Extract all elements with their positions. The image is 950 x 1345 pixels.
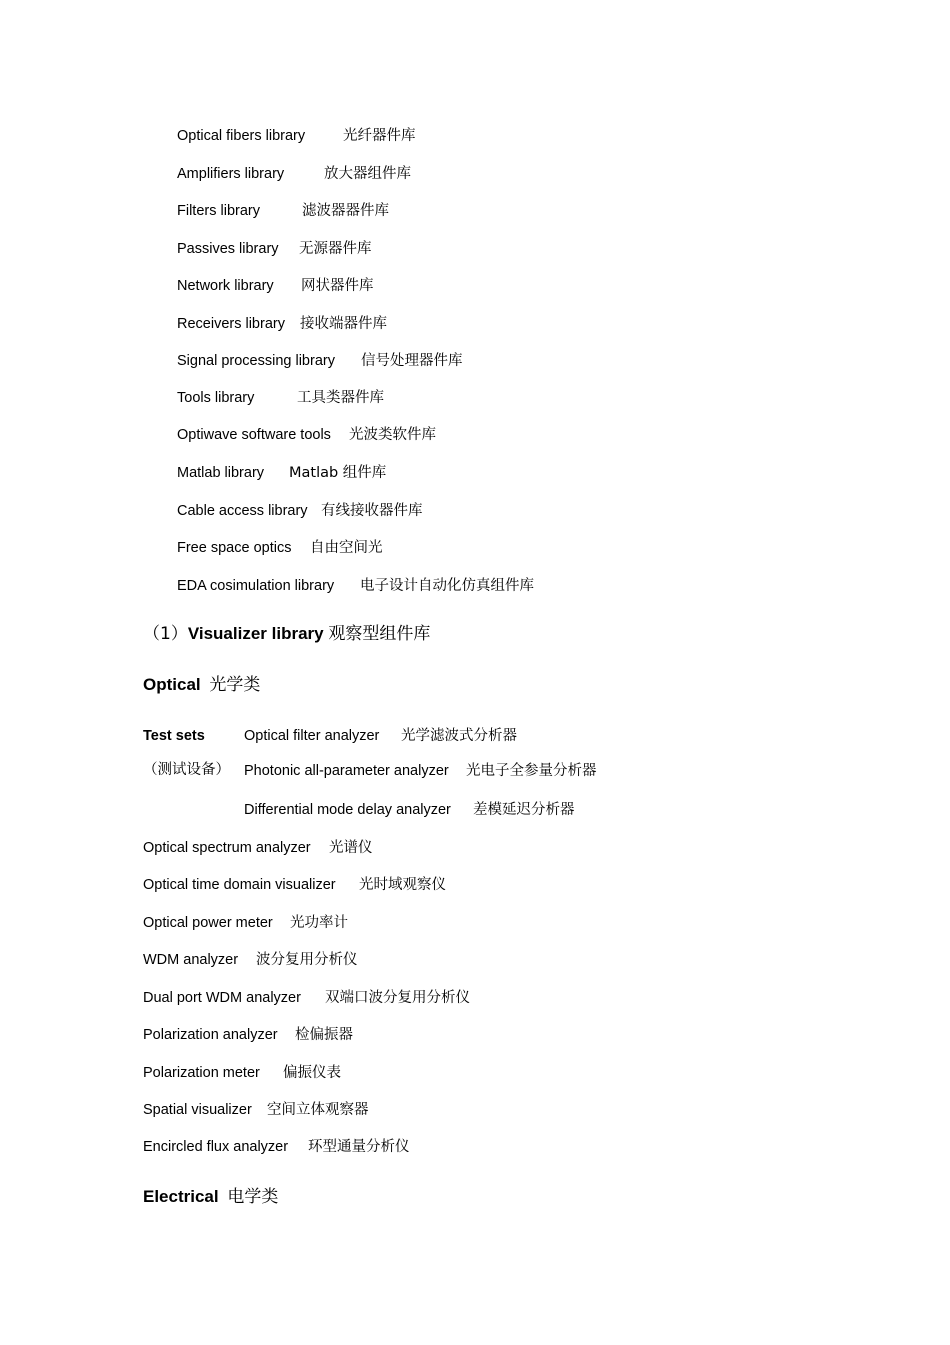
item-english: Dual port WDM analyzer bbox=[143, 990, 301, 1006]
item-english: Signal processing library bbox=[177, 353, 335, 369]
list-item bbox=[177, 276, 374, 296]
item-english: Optical filter analyzer bbox=[244, 728, 380, 744]
section-heading bbox=[143, 622, 430, 646]
item-english: Optical spectrum analyzer bbox=[143, 840, 311, 856]
list-item bbox=[177, 425, 436, 445]
test-sets-label-chinese: （测试设备） bbox=[143, 762, 230, 778]
test-sets-label: Test sets bbox=[143, 728, 205, 744]
electrical-heading-chinese: 电学类 bbox=[227, 1187, 279, 1207]
optical-heading-chinese: 光学类 bbox=[209, 675, 261, 695]
section-title-english: Visualizer library bbox=[187, 624, 324, 643]
list-item bbox=[143, 1025, 353, 1045]
item-english: Optical power meter bbox=[143, 915, 273, 931]
list-item bbox=[143, 950, 358, 970]
item-chinese: 光纤器件库 bbox=[343, 128, 416, 144]
list-item bbox=[143, 988, 470, 1008]
item-chinese: 光时域观察仪 bbox=[359, 877, 446, 893]
list-item bbox=[177, 388, 384, 408]
item-english: Optiwave software tools bbox=[177, 427, 331, 443]
optical-heading bbox=[143, 673, 260, 697]
test-set-item bbox=[244, 761, 597, 781]
list-item bbox=[143, 1137, 410, 1157]
item-english: Amplifiers library bbox=[177, 166, 285, 182]
item-chinese: 电子设计自动化仿真组件库 bbox=[360, 578, 534, 594]
item-english: Differential mode delay analyzer bbox=[244, 802, 451, 818]
item-english: Receivers library bbox=[177, 316, 285, 332]
item-chinese: 双端口波分复用分析仪 bbox=[325, 990, 470, 1006]
list-item bbox=[143, 875, 446, 895]
list-item bbox=[143, 913, 348, 933]
test-set-item bbox=[244, 800, 575, 820]
item-chinese: 差模延迟分析器 bbox=[473, 802, 575, 818]
list-item bbox=[177, 239, 372, 259]
list-item bbox=[177, 126, 416, 146]
item-chinese: 接收端器件库 bbox=[300, 316, 387, 332]
item-chinese: 检偏振器 bbox=[295, 1027, 353, 1043]
electrical-heading-english: Electrical bbox=[143, 1187, 219, 1206]
item-english: Network library bbox=[177, 278, 274, 294]
item-chinese: 光波类软件库 bbox=[349, 427, 436, 443]
item-chinese: 滤波器器件库 bbox=[302, 203, 389, 219]
item-chinese: 光电子全参量分析器 bbox=[466, 763, 597, 779]
item-chinese: 信号处理器件库 bbox=[361, 353, 463, 369]
item-chinese: 自由空间光 bbox=[310, 540, 383, 556]
item-chinese: 工具类器件库 bbox=[297, 390, 384, 406]
list-item bbox=[143, 1100, 369, 1120]
optical-heading-english: Optical bbox=[143, 675, 201, 694]
item-chinese: 偏振仪表 bbox=[283, 1065, 341, 1081]
item-chinese: 光功率计 bbox=[290, 915, 348, 931]
item-english: Matlab library bbox=[177, 465, 265, 481]
item-chinese: 光学滤波式分析器 bbox=[401, 728, 517, 744]
item-chinese: 无源器件库 bbox=[299, 241, 372, 257]
item-english: Spatial visualizer bbox=[143, 1102, 252, 1118]
item-chinese: 放大器组件库 bbox=[324, 166, 411, 182]
item-english: EDA cosimulation library bbox=[177, 578, 335, 594]
section-title-chinese: 观察型组件库 bbox=[328, 624, 431, 644]
list-item bbox=[177, 201, 389, 221]
item-chinese: 环型通量分析仪 bbox=[308, 1139, 410, 1155]
item-chinese: 空间立体观察器 bbox=[267, 1102, 369, 1118]
list-item bbox=[177, 576, 534, 596]
section-number: （1） bbox=[143, 624, 188, 644]
item-english: Tools library bbox=[177, 390, 255, 406]
item-chinese: 波分复用分析仪 bbox=[256, 952, 358, 968]
item-english: Optical fibers library bbox=[177, 128, 306, 144]
item-english: Polarization analyzer bbox=[143, 1027, 278, 1043]
item-chinese: 网状器件库 bbox=[301, 278, 374, 294]
item-chinese: 有线接收器件库 bbox=[321, 503, 423, 519]
item-english: Filters library bbox=[177, 203, 260, 219]
list-item bbox=[143, 838, 373, 858]
test-set-item bbox=[244, 726, 517, 746]
item-english: Cable access library bbox=[177, 503, 308, 519]
electrical-heading bbox=[143, 1185, 278, 1209]
list-item bbox=[177, 351, 463, 371]
item-english: Polarization meter bbox=[143, 1065, 260, 1081]
list-item bbox=[177, 463, 387, 483]
item-chinese: Matlab 组件库 bbox=[289, 465, 387, 481]
list-item bbox=[143, 1063, 341, 1083]
item-english: WDM analyzer bbox=[143, 952, 239, 968]
list-item bbox=[177, 538, 383, 558]
list-item bbox=[177, 501, 423, 521]
list-item bbox=[177, 164, 411, 184]
item-english: Passives library bbox=[177, 241, 279, 257]
item-english: Free space optics bbox=[177, 540, 292, 556]
item-chinese: 光谱仪 bbox=[329, 840, 373, 856]
item-english: Optical time domain visualizer bbox=[143, 877, 336, 893]
item-english: Encircled flux analyzer bbox=[143, 1139, 289, 1155]
list-item bbox=[177, 314, 387, 334]
item-english: Photonic all-parameter analyzer bbox=[244, 763, 449, 779]
